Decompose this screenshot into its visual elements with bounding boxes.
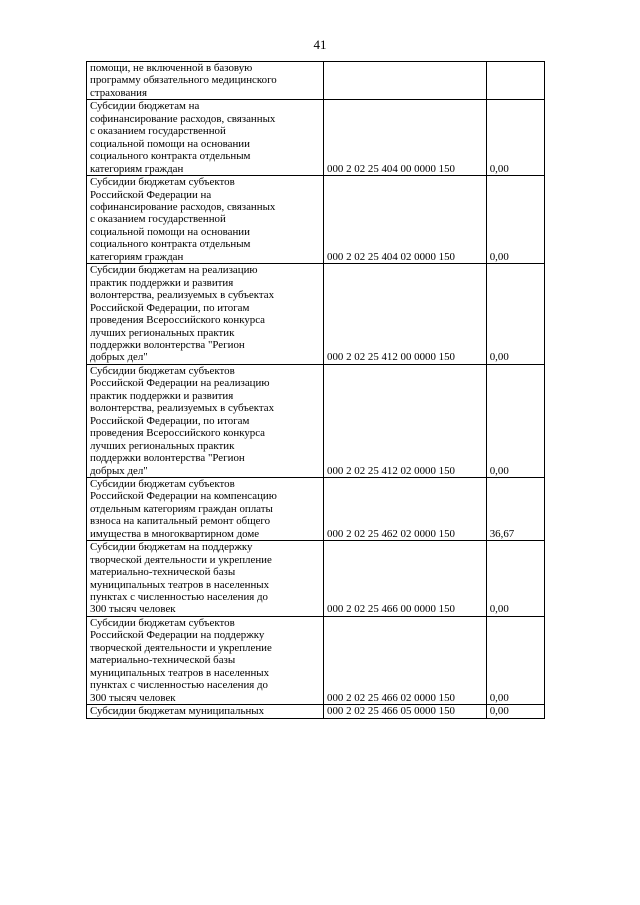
amount-cell: 0,00 <box>486 616 544 704</box>
revenue-name-line: материально-технической базы <box>90 566 236 579</box>
revenue-name-cell <box>87 541 324 617</box>
revenue-name-line: поддержки волонтерства "Регион <box>90 452 245 465</box>
revenue-name-line: Российской Федерации на <box>90 188 212 201</box>
revenue-name-line: Субсидии бюджетам на <box>90 100 200 113</box>
table-row <box>87 364 545 477</box>
revenue-name-line: категориям граждан <box>90 162 184 175</box>
table-row <box>87 176 545 264</box>
revenue-name-line: Субсидии бюджетам на реализацию <box>90 264 258 277</box>
revenue-name-line: Российской Федерации на компенсацию <box>90 490 277 503</box>
revenue-name-line: волонтерства, реализуемых в субъектах <box>90 402 275 415</box>
revenue-name-line: практик поддержки и развития <box>90 389 234 402</box>
revenue-name-cell <box>87 705 324 718</box>
amount-cell: 0,00 <box>486 705 544 718</box>
revenue-name-line: добрых дел" <box>90 464 148 477</box>
amount-cell: 0,00 <box>486 100 544 176</box>
amount-cell <box>486 62 544 100</box>
revenue-name-line: Российской Федерации на поддержку <box>90 629 265 642</box>
revenue-name-line: помощи, не включенной в базовую <box>90 62 253 74</box>
budget-code-cell <box>324 62 487 100</box>
revenue-name-line: пунктах с численностью населения до <box>90 591 269 604</box>
revenue-name-line: материально-технической базы <box>90 654 236 667</box>
budget-code-cell: 000 2 02 25 412 02 0000 150 <box>324 364 487 477</box>
revenue-name-cell <box>87 616 324 704</box>
revenue-name-line: пунктах с численностью населения до <box>90 679 269 692</box>
revenue-name-line: страхования <box>90 86 147 99</box>
revenue-name-line: социальной помощи на основании <box>90 137 250 150</box>
budget-code-cell: 000 2 02 25 466 05 0000 150 <box>324 705 487 718</box>
table-row <box>87 477 545 540</box>
amount-cell: 0,00 <box>486 364 544 477</box>
revenue-name-line: поддержки волонтерства "Регион <box>90 338 245 351</box>
budget-code-cell: 000 2 02 25 404 02 0000 150 <box>324 176 487 264</box>
revenue-name-line: творческой деятельности и укрепление <box>90 641 272 654</box>
table-row <box>87 541 545 617</box>
revenue-name-line: 300 тысяч человек <box>90 603 176 616</box>
budget-code-cell: 000 2 02 25 404 00 0000 150 <box>324 100 487 176</box>
revenue-name-line: лучших региональных практик <box>90 326 235 339</box>
budget-code-cell: 000 2 02 25 462 02 0000 150 <box>324 477 487 540</box>
revenue-name-cell <box>87 364 324 477</box>
revenue-name-line: 300 тысяч человек <box>90 691 176 704</box>
revenue-name-line: Субсидии бюджетам субъектов <box>90 176 235 189</box>
revenue-name-line: взноса на капитальный ремонт общего <box>90 515 271 528</box>
amount-cell: 0,00 <box>486 176 544 264</box>
revenue-name-cell <box>87 264 324 365</box>
revenue-name-line: муниципальных театров в населенных <box>90 578 270 591</box>
revenue-name-line: софинансирование расходов, связанных <box>90 200 276 213</box>
revenue-name-line: лучших региональных практик <box>90 439 235 452</box>
page-number: 41 <box>313 37 327 52</box>
table-row <box>87 100 545 176</box>
budget-code-cell: 000 2 02 25 412 00 0000 150 <box>324 264 487 365</box>
revenue-name-cell <box>87 477 324 540</box>
revenue-name-line: Субсидии бюджетам субъектов <box>90 616 235 629</box>
revenue-name-line: с оказанием государственной <box>90 213 226 226</box>
revenue-name-line: социального контракта отдельным <box>90 238 251 251</box>
revenue-name-line: проведения Всероссийского конкурса <box>90 314 266 327</box>
revenue-name-line: Субсидии бюджетам субъектов <box>90 477 235 490</box>
revenue-name-line: социальной помощи на основании <box>90 225 250 238</box>
table-body <box>87 62 545 719</box>
table-row <box>87 705 545 718</box>
table-row <box>87 62 545 100</box>
amount-cell: 0,00 <box>486 264 544 365</box>
amount-cell: 36,67 <box>486 477 544 540</box>
revenue-name-cell <box>87 100 324 176</box>
budget-revenue-table <box>86 61 545 719</box>
revenue-name-line: Российской Федерации на реализацию <box>90 377 270 390</box>
revenue-name-line: Субсидии бюджетам муниципальных <box>90 705 265 718</box>
table-row <box>87 264 545 365</box>
revenue-name-line: программу обязательного медицинского <box>90 74 277 87</box>
revenue-name-line: практик поддержки и развития <box>90 276 234 289</box>
budget-code-cell: 000 2 02 25 466 00 0000 150 <box>324 541 487 617</box>
revenue-name-line: Субсидии бюджетам на поддержку <box>90 541 253 554</box>
revenue-name-line: волонтерства, реализуемых в субъектах <box>90 289 275 302</box>
revenue-name-line: отдельным категориям граждан оплаты <box>90 502 273 515</box>
revenue-name-line: категориям граждан <box>90 250 184 263</box>
revenue-name-cell <box>87 176 324 264</box>
revenue-name-line: с оказанием государственной <box>90 125 226 138</box>
revenue-name-line: Российской Федерации, по итогам <box>90 414 250 427</box>
budget-code-cell: 000 2 02 25 466 02 0000 150 <box>324 616 487 704</box>
revenue-name-cell <box>87 62 324 100</box>
revenue-name-line: софинансирование расходов, связанных <box>90 112 276 125</box>
revenue-name-line: творческой деятельности и укрепление <box>90 553 272 566</box>
table-row <box>87 616 545 704</box>
revenue-name-line: Субсидии бюджетам субъектов <box>90 364 235 377</box>
revenue-name-line: муниципальных театров в населенных <box>90 666 270 679</box>
revenue-name-line: проведения Всероссийского конкурса <box>90 427 266 440</box>
revenue-name-line: добрых дел" <box>90 351 148 364</box>
revenue-name-line: социального контракта отдельным <box>90 150 251 163</box>
revenue-name-line: Российской Федерации, по итогам <box>90 301 250 314</box>
amount-cell: 0,00 <box>486 541 544 617</box>
revenue-name-line: имущества в многоквартирном доме <box>90 527 260 540</box>
